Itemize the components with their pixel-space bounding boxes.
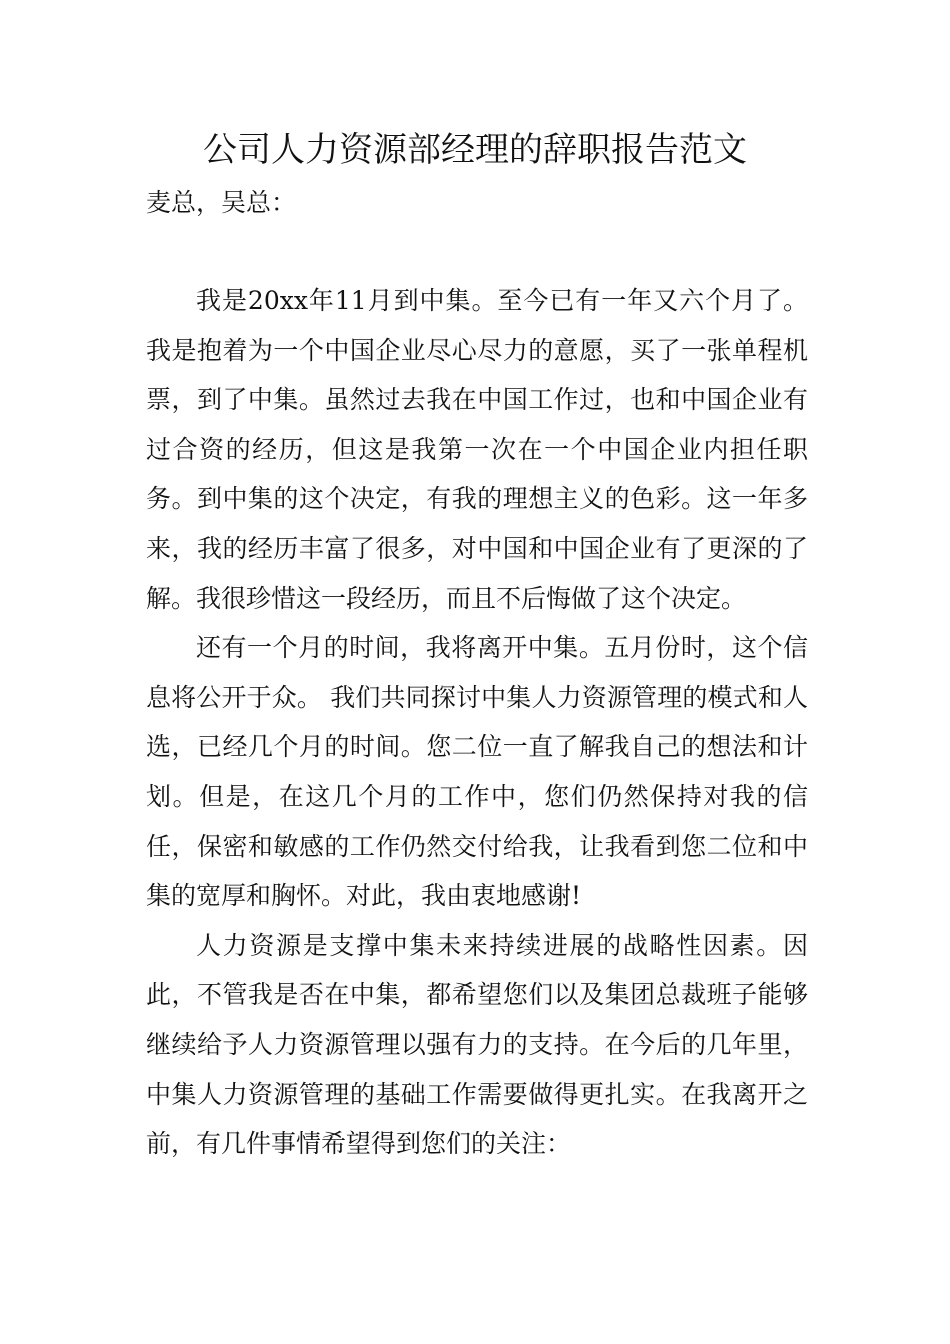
letter-body <box>146 276 808 1169</box>
paragraph-2: 还有一个月的时间，我将离开中集。五月份时，这个信息将公开于众。 我们共同探讨中集人力资源管理的模式和人选，已经几个月的时间。您二位一直了解我自己的想法和计划。但是，在这几个月的工作中，您们仍然保持对我的信任，保密和敏感的工作仍然交付给我，让我看到您二位和中集的宽厚和胸怀。对此，我由衷地感谢! <box>146 633 808 911</box>
paragraph-1: 我是20xx年11月到中集。至今已有一年又六个月了。我是抱着为一个中国企业尽心尽力的意愿，买了一张单程机票，到了中集。虽然过去我在中国工作过，也和中国企业有过合资的经历，但这是我第一次在一个中国企业内担任职务。到中集的这个决定，有我的理想主义的色彩。这一年多来，我的经历丰富了很多，对中国和中国企业有了更深的了解。我很珍惜这一段经历，而且不后悔做了这个决定。 <box>146 286 808 613</box>
salutation: 麦总，吴总： <box>146 188 297 217</box>
paragraph-3: 人力资源是支撑中集未来持续进展的战略性因素。因此，不管我是否在中集，都希望您们以及集团总裁班子能够继续给予人力资源管理以强有力的支持。在今后的几年里，中集人力资源管理的基础工作需要做得更扎实。在我离开之前，有几件事情希望得到您们的关注： <box>146 930 808 1159</box>
document-title: 公司人力资源部经理的辞职报告范文 <box>203 130 747 170</box>
